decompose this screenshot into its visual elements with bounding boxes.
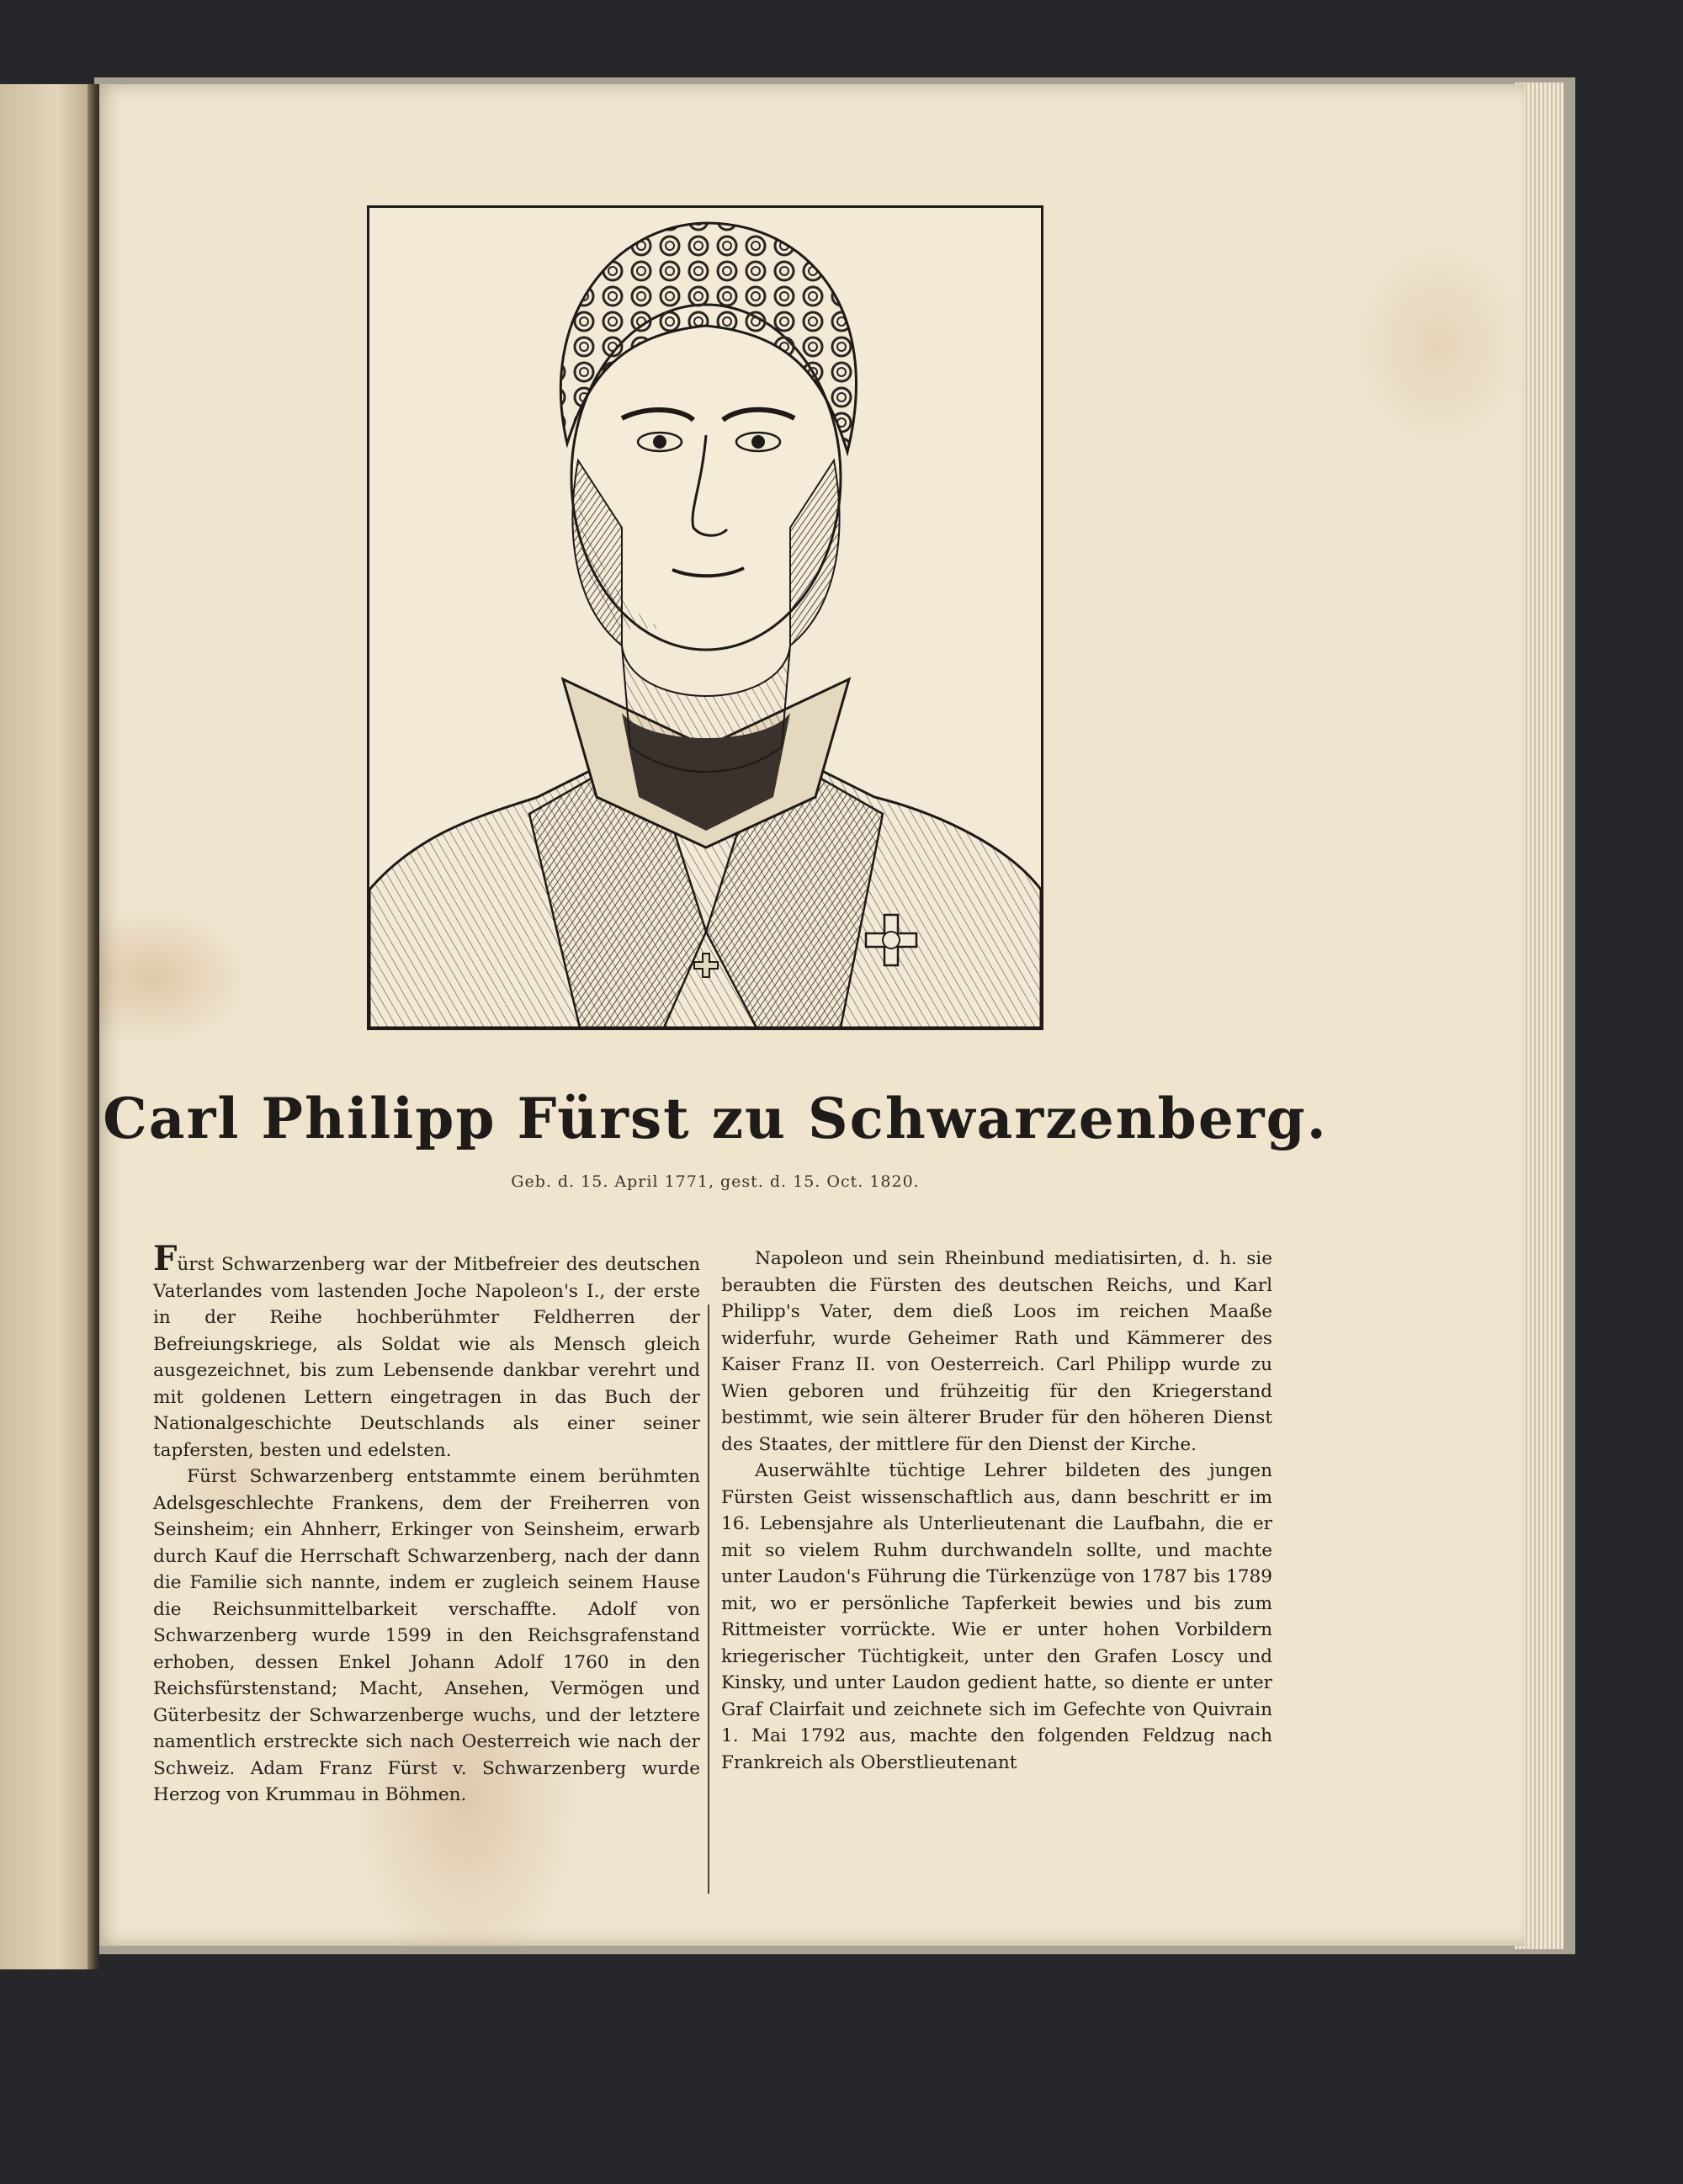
paragraph: Auserwählte tüchtige Lehrer bildeten des jungen Fürsten Geist wissenschaftlich aus, dann beschritt er im 16. Lebensjahre als Unterlieutenant die Laufbahn, die er mit so vielem Ruhm durchwandeln sollte, und machte unter Laudon's Führung die Türkenzüge von 1787 bis 1789 mit, wo er persönliche Tapferkeit bewies und bis zum Rittmeister vorrückte. Wie er unter hohen Vorbildern kriegerischer Tüchtigkeit, unter den Grafen Loscy und Kinsky, und unter Laudon gedient hatte, so diente er unter Graf Clairfait und zeichnete sich im Gefechte von Quivrain 1. Mai 1792 aus, machte den folgenden Feldzug nach Frankreich als Oberstlieutenant	[721, 1460, 1272, 1773]
portrait-engraving	[367, 205, 1043, 1030]
paragraph: Napoleon und sein Rheinbund mediatisirten, d. h. sie beraubten die Fürsten des deutschen Reichs, und Karl Philipp's Vater, dem dieß Loos im reichen Maaße widerfuhr, wurde Geheimer Rath und Kämmerer des Kaiser Franz II. von Oesterreich. Carl Philipp wurde zu Wien geboren und frühzeitig für den Kriegerstand bestimmt, wie sein älterer Bruder für den höheren Dienst des Staates, der mittlere für den Dienst der Kirche.	[721, 1248, 1272, 1455]
engraved-portrait-icon	[369, 208, 1041, 1028]
life-dates: Geb. d. 15. April 1771, gest. d. 15. Oct. 1820.	[511, 1172, 920, 1191]
page-title: Carl Philipp Fürst zu Schwarzenberg.	[103, 1086, 1328, 1151]
paragraph: Fürst Schwarzenberg war der Mitbefreier des deutschen Vaterlandes vom lastenden Joche Napoleon's I., der erste in der Reihe hochberühmter Feldherren der Befreiungskriege, als Soldat wie als Mensch gleich ausgezeichnet, bis zum Lebensende dankbar verehrt und mit goldenen Lettern eingetragen in das Buch der Nationalgeschichte Deutschlands als einer seiner tapfersten, besten und edelsten.	[153, 1239, 700, 1461]
text-column-right	[721, 1246, 1272, 1776]
text-column-left	[153, 1239, 700, 1809]
column-divider	[708, 1305, 709, 1894]
left-page-edge	[0, 84, 94, 1969]
paragraph: Fürst Schwarzenberg entstammte einem berühmten Adelsgeschlechte Frankens, dem der Freiherren von Seinsheim; ein Ahnherr, Erkinger von Seinsheim, erwarb durch Kauf die Herrschaft Schwarzenberg, nach der dann die Familie sich nannte, indem er zugleich seinem Hause die Reichsunmittelbarkeit verschaffte. Adolf von Schwarzenberg wurde 1599 in den Reichsgrafenstand erhoben, dessen Enkel Johann Adolf 1760 in den Reichsfürstenstand; Macht, Ansehen, Vermögen und Güterbesitz der Schwarzenberge wuchs, und der letztere namentlich erstreckte sich nach Oesterreich wie nach der Schweiz. Adam Franz Fürst v. Schwarzenberg wurde Herzog von Krummau in Böhmen.	[153, 1466, 700, 1805]
book-gutter	[88, 84, 99, 1969]
